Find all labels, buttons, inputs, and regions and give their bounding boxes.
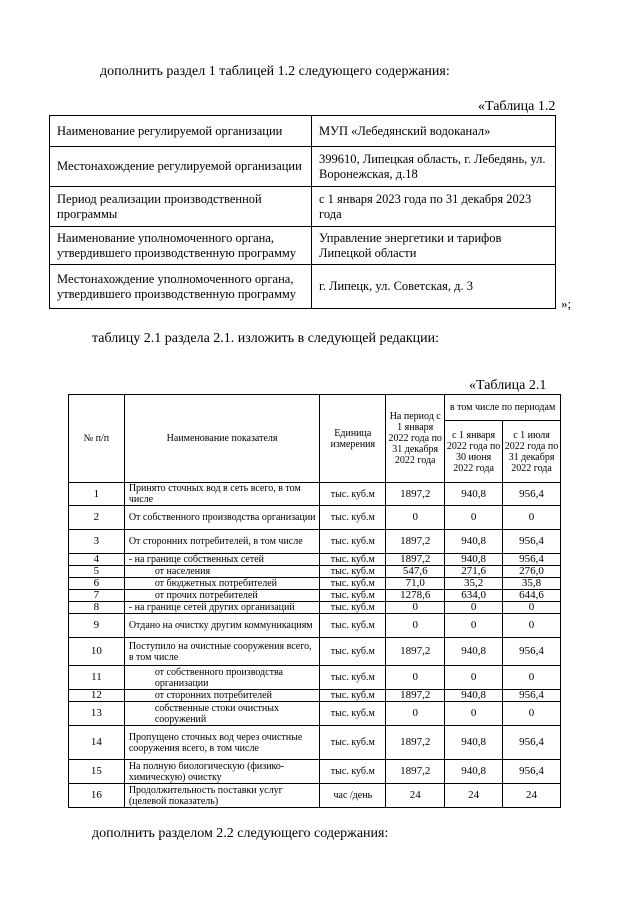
row-label: Наименование уполномоченного органа, утвердившего производственную программу [50,227,312,265]
table-1-2-caption: «Таблица 1.2 [478,99,556,114]
table-1-2-closing-mark: »; [561,296,572,311]
unit-of-measure: тыс. куб.м [320,614,386,638]
indicator-name: от собственного производства организации [124,666,320,690]
row-number: 7 [69,590,125,602]
row-value: МУП «Лебедянский водоканал» [312,116,556,147]
table-1-2-row [50,227,556,265]
value-period-1: 940,8 [445,530,503,554]
indicator-name: собственные стоки очистных сооружений [124,702,320,726]
value-total: 1897,2 [386,638,445,666]
table-row [69,578,561,590]
value-period-2: 956,4 [503,554,561,566]
row-number: 5 [69,566,125,578]
indicator-name: Принято сточных вод в сеть всего, в том числе [124,483,320,506]
unit-of-measure: час /день [320,784,386,808]
table-row [69,666,561,690]
intro-text-2: таблицу 2.1 раздела 2.1. изложить в следующей редакции: [92,331,440,346]
table-row [69,614,561,638]
header-num: № п/п [69,395,125,483]
value-total: 0 [386,702,445,726]
header-unit: Единица измерения [320,395,386,483]
value-period-2: 956,4 [503,483,561,506]
value-period-2: 0 [503,614,561,638]
value-total: 1897,2 [386,690,445,702]
value-period-1: 24 [445,784,503,808]
table-row [69,760,561,784]
value-period-1: 0 [445,506,503,530]
value-period-1: 940,8 [445,690,503,702]
value-period-1: 940,8 [445,483,503,506]
value-total: 1897,2 [386,760,445,784]
value-period-2: 24 [503,784,561,808]
unit-of-measure: тыс. куб.м [320,666,386,690]
unit-of-measure: тыс. куб.м [320,554,386,566]
row-number: 8 [69,602,125,614]
row-value: Управление энергетики и тарифов Липецкой области [312,227,556,265]
value-period-1: 940,8 [445,726,503,760]
value-period-2: 644,6 [503,590,561,602]
row-number: 12 [69,690,125,702]
table-row [69,506,561,530]
unit-of-measure: тыс. куб.м [320,760,386,784]
row-label: Период реализации производственной программы [50,187,312,227]
value-period-1: 634,0 [445,590,503,602]
indicator-name: от бюджетных потребителей [124,578,320,590]
unit-of-measure: тыс. куб.м [320,590,386,602]
unit-of-measure: тыс. куб.м [320,702,386,726]
value-period-1: 940,8 [445,554,503,566]
unit-of-measure: тыс. куб.м [320,578,386,590]
row-number: 16 [69,784,125,808]
indicator-name: Поступило на очистные сооружения всего, в том числе [124,638,320,666]
value-period-2: 956,4 [503,638,561,666]
row-number: 6 [69,578,125,590]
unit-of-measure: тыс. куб.м [320,483,386,506]
table-1-2-row [50,147,556,187]
value-period-2: 956,4 [503,726,561,760]
indicator-name: от прочих потребителей [124,590,320,602]
row-value: 399610, Липецкая область, г. Лебедянь, ул. Воронежская, д.18 [312,147,556,187]
unit-of-measure: тыс. куб.м [320,602,386,614]
indicator-name: Пропущено сточных вод через очистные сооружения всего, в том числе [124,726,320,760]
header-including: в том числе по периодам [445,395,561,421]
unit-of-measure: тыс. куб.м [320,506,386,530]
row-label: Местонахождение уполномоченного органа, утвердившего производственную программу [50,265,312,309]
value-period-2: 956,4 [503,690,561,702]
header-name: Наименование показателя [124,395,320,483]
value-period-2: 0 [503,602,561,614]
row-value: с 1 января 2023 года по 31 декабря 2023 года [312,187,556,227]
value-total: 24 [386,784,445,808]
row-number: 15 [69,760,125,784]
value-total: 1897,2 [386,554,445,566]
table-2-1-caption: «Таблица 2.1 [469,378,547,393]
indicator-name: от населения [124,566,320,578]
table-row [69,784,561,808]
indicator-name: - на границе сетей других организаций [124,602,320,614]
table-row [69,690,561,702]
value-total: 1897,2 [386,530,445,554]
value-period-2: 276,0 [503,566,561,578]
table-1-2-row [50,265,556,309]
value-total: 0 [386,506,445,530]
value-period-1: 0 [445,602,503,614]
intro-text-3: дополнить разделом 2.2 следующего содержания: [92,826,389,841]
value-period-1: 0 [445,614,503,638]
row-number: 3 [69,530,125,554]
table-row [69,566,561,578]
table-row [69,590,561,602]
value-total: 1278,6 [386,590,445,602]
row-number: 1 [69,483,125,506]
table-1-2 [49,115,556,309]
value-period-2: 0 [503,702,561,726]
indicator-name: - на границе собственных сетей [124,554,320,566]
value-total: 0 [386,614,445,638]
row-label: Наименование регулируемой организации [50,116,312,147]
row-number: 10 [69,638,125,666]
unit-of-measure: тыс. куб.м [320,726,386,760]
intro-text-1: дополнить раздел 1 таблицей 1.2 следующего содержания: [100,64,450,79]
table-2-1 [68,394,561,808]
value-period-2: 35,8 [503,578,561,590]
value-total: 71,0 [386,578,445,590]
header-total: На период с 1 января 2022 года по 31 декабря 2022 года [386,395,445,483]
value-total: 1897,2 [386,726,445,760]
value-period-1: 0 [445,666,503,690]
value-total: 0 [386,666,445,690]
unit-of-measure: тыс. куб.м [320,566,386,578]
table-1-2-row [50,187,556,227]
unit-of-measure: тыс. куб.м [320,690,386,702]
value-period-2: 0 [503,506,561,530]
indicator-name: Отдано на очистку другим коммуникациям [124,614,320,638]
unit-of-measure: тыс. куб.м [320,638,386,666]
value-period-1: 0 [445,702,503,726]
indicator-name: от сторонних потребителей [124,690,320,702]
header-period-1: с 1 января 2022 года по 30 июня 2022 года [445,421,503,483]
table-row [69,726,561,760]
row-number: 4 [69,554,125,566]
table-row [69,483,561,506]
row-number: 14 [69,726,125,760]
indicator-name: От собственного производства организации [124,506,320,530]
row-number: 2 [69,506,125,530]
value-period-1: 35,2 [445,578,503,590]
table-row [69,638,561,666]
value-period-2: 0 [503,666,561,690]
table-row [69,602,561,614]
value-period-2: 956,4 [503,530,561,554]
row-value: г. Липецк, ул. Советская, д. 3 [312,265,556,309]
table-row [69,530,561,554]
header-period-2: с 1 июля 2022 года по 31 декабря 2022 года [503,421,561,483]
table-row [69,702,561,726]
row-label: Местонахождение регулируемой организации [50,147,312,187]
unit-of-measure: тыс. куб.м [320,530,386,554]
table-1-2-row [50,116,556,147]
row-number: 9 [69,614,125,638]
indicator-name: От сторонних потребителей, в том числе [124,530,320,554]
value-total: 1897,2 [386,483,445,506]
value-period-2: 956,4 [503,760,561,784]
table-row [69,554,561,566]
value-period-1: 271,6 [445,566,503,578]
value-total: 547,6 [386,566,445,578]
indicator-name: На полную биологическую (физико-химическую) очистку [124,760,320,784]
row-number: 11 [69,666,125,690]
value-total: 0 [386,602,445,614]
value-period-1: 940,8 [445,760,503,784]
value-period-1: 940,8 [445,638,503,666]
indicator-name: Продолжительность поставки услуг (целевой показатель) [124,784,320,808]
row-number: 13 [69,702,125,726]
